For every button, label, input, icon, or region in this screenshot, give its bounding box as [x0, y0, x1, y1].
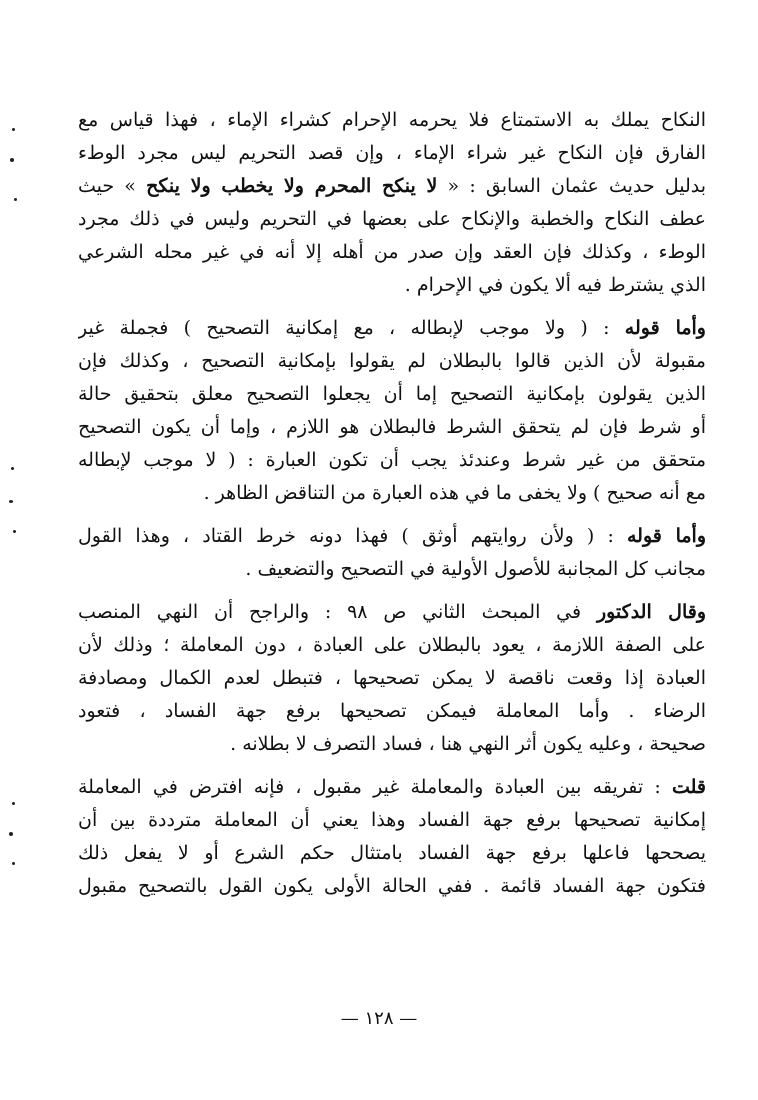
text-line [78, 837, 706, 870]
text-line [78, 236, 706, 269]
text-line [78, 870, 706, 903]
line-text: في المبحث الثاني ص ٩٨ : والراجح أن النهي المنصب [78, 601, 597, 623]
paragraph-gap [78, 761, 706, 771]
line-text: فتكون جهة الفساد قائمة . ففي الحالة الأولى يكون القول بالتصحيح مقبول [78, 875, 706, 897]
paragraph [78, 104, 706, 302]
line-text: » حيث [78, 175, 147, 197]
text-line [78, 728, 706, 761]
text-line [78, 378, 706, 411]
line-text: : تفريقه بين العبادة والمعاملة غير مقبول ، فإنه افترض في المعاملة [78, 776, 672, 798]
lead-phrase: قلت [671, 776, 706, 798]
paragraph-gap [78, 302, 706, 312]
lead-phrase: وأما قوله [624, 317, 706, 339]
line-text: الذي يشترط فيه ألا يكون في الإحرام . [404, 274, 706, 296]
line-text: أو شرط فإن لم يتحقق الشرط فالبطلان هو اللازم ، وإما أن يكون التصحيح [78, 416, 706, 438]
text-line [78, 553, 706, 586]
paragraph [78, 771, 706, 903]
paragraph-gap [78, 586, 706, 596]
text-line [78, 477, 706, 510]
text-line [78, 520, 706, 553]
line-text: الرضاء . وأما المعاملة فيمكن تصحيحها برفع جهة الفساد ، فتعود [78, 700, 706, 722]
line-text: يصححها فاعلها برفع جهة الفساد بامتثال حكم الشرع أو لا يفعل ذلك [78, 842, 706, 864]
paragraph-gap [78, 510, 706, 520]
margin-speck [10, 158, 14, 162]
text-line [78, 662, 706, 695]
text-line [78, 104, 706, 137]
text-line [78, 170, 706, 203]
margin-speck [14, 198, 17, 201]
line-text: الوطء ، وكذلك فإن العقد وإن صدر من أهله إلا أنه في غير محله الشرعي [78, 241, 706, 263]
line-text: إمكانية تصحيحها برفع جهة الفساد وهذا يعني أن المعاملة مترددة بين أن [78, 809, 706, 831]
text-line [78, 596, 706, 629]
margin-speck [11, 467, 14, 470]
text-line [78, 629, 706, 662]
body-text [78, 104, 706, 903]
line-text: : ( ولأن روايتهم أوثق ) فهذا دونه خرط القتاد ، وهذا القول [78, 525, 627, 547]
line-text: الذين يقولون بإمكانية التصحيح إما أن يجعلوا التصحيح معلق بتحقيق حالة [78, 383, 706, 405]
line-text: على الصفة اللازمة ، يعود بالبطلان على العبادة ، دون المعاملة ؛ وذلك لأن [78, 634, 706, 656]
text-line [78, 137, 706, 170]
paragraph [78, 312, 706, 510]
text-line [78, 269, 706, 302]
line-text: صحيحة ، وعليه يكون أثر النهي هنا ، فساد التصرف لا بطلانه . [230, 733, 706, 755]
text-line [78, 771, 706, 804]
page-number: — ١٢٨ — [340, 1008, 418, 1029]
text-line [78, 203, 706, 236]
paragraph [78, 520, 706, 586]
text-line [78, 411, 706, 444]
line-text: العبادة إذا وقعت ناقصة لا يمكن تصحيحها ، فتبطل لعدم الكمال ومصادفة [78, 667, 706, 689]
line-text: مقبولة لأن الذين قالوا بالبطلان لم يقولوا بإمكانية التصحيح ، وكذلك فإن [78, 350, 706, 372]
line-text: مع أنه صحيح ) ولا يخفى ما في هذه العبارة من التناقض الظاهر . [203, 482, 706, 504]
line-text: النكاح يملك به الاستمتاع فلا يحرمه الإحرام كشراء الإماء ، فهذا قياس مع [78, 109, 706, 131]
hadith-quote: لا ينكح المحرم ولا يخطب ولا ينكح [146, 175, 438, 197]
text-line [78, 695, 706, 728]
line-text: : ( ولا موجب لإبطاله ، مع إمكانية التصحيح ) فجملة غير [78, 317, 625, 339]
lead-phrase: وقال الدكتور [596, 601, 706, 623]
line-text: مجانب كل المجانبة للأصول الأولية في التصحيح والتضعيف . [245, 558, 706, 580]
text-line [78, 804, 706, 837]
margin-speck [9, 832, 13, 836]
line-text: بدليل حديث عثمان السابق : « [437, 175, 706, 197]
margin-speck [9, 500, 13, 503]
line-text: عطف النكاح والخطبة والإنكاح على بعضها في التحريم وليس في ذلك مجرد [78, 208, 706, 230]
margin-speck [12, 862, 15, 865]
margin-speck [13, 530, 16, 533]
text-line [78, 444, 706, 477]
paragraph [78, 596, 706, 761]
text-line [78, 312, 706, 345]
margin-speck [12, 802, 15, 805]
margin-speck [12, 128, 15, 131]
text-line [78, 345, 706, 378]
lead-phrase: وأما قوله [627, 525, 706, 547]
line-text: الفارق فإن النكاح غير شراء الإماء ، وإن قصد التحريم ليس مجرد الوطء [78, 142, 706, 164]
line-text: متحقق من غير شرط وعندئذ يجب أن تكون العبارة : ( لا موجب لإبطاله [78, 449, 706, 471]
